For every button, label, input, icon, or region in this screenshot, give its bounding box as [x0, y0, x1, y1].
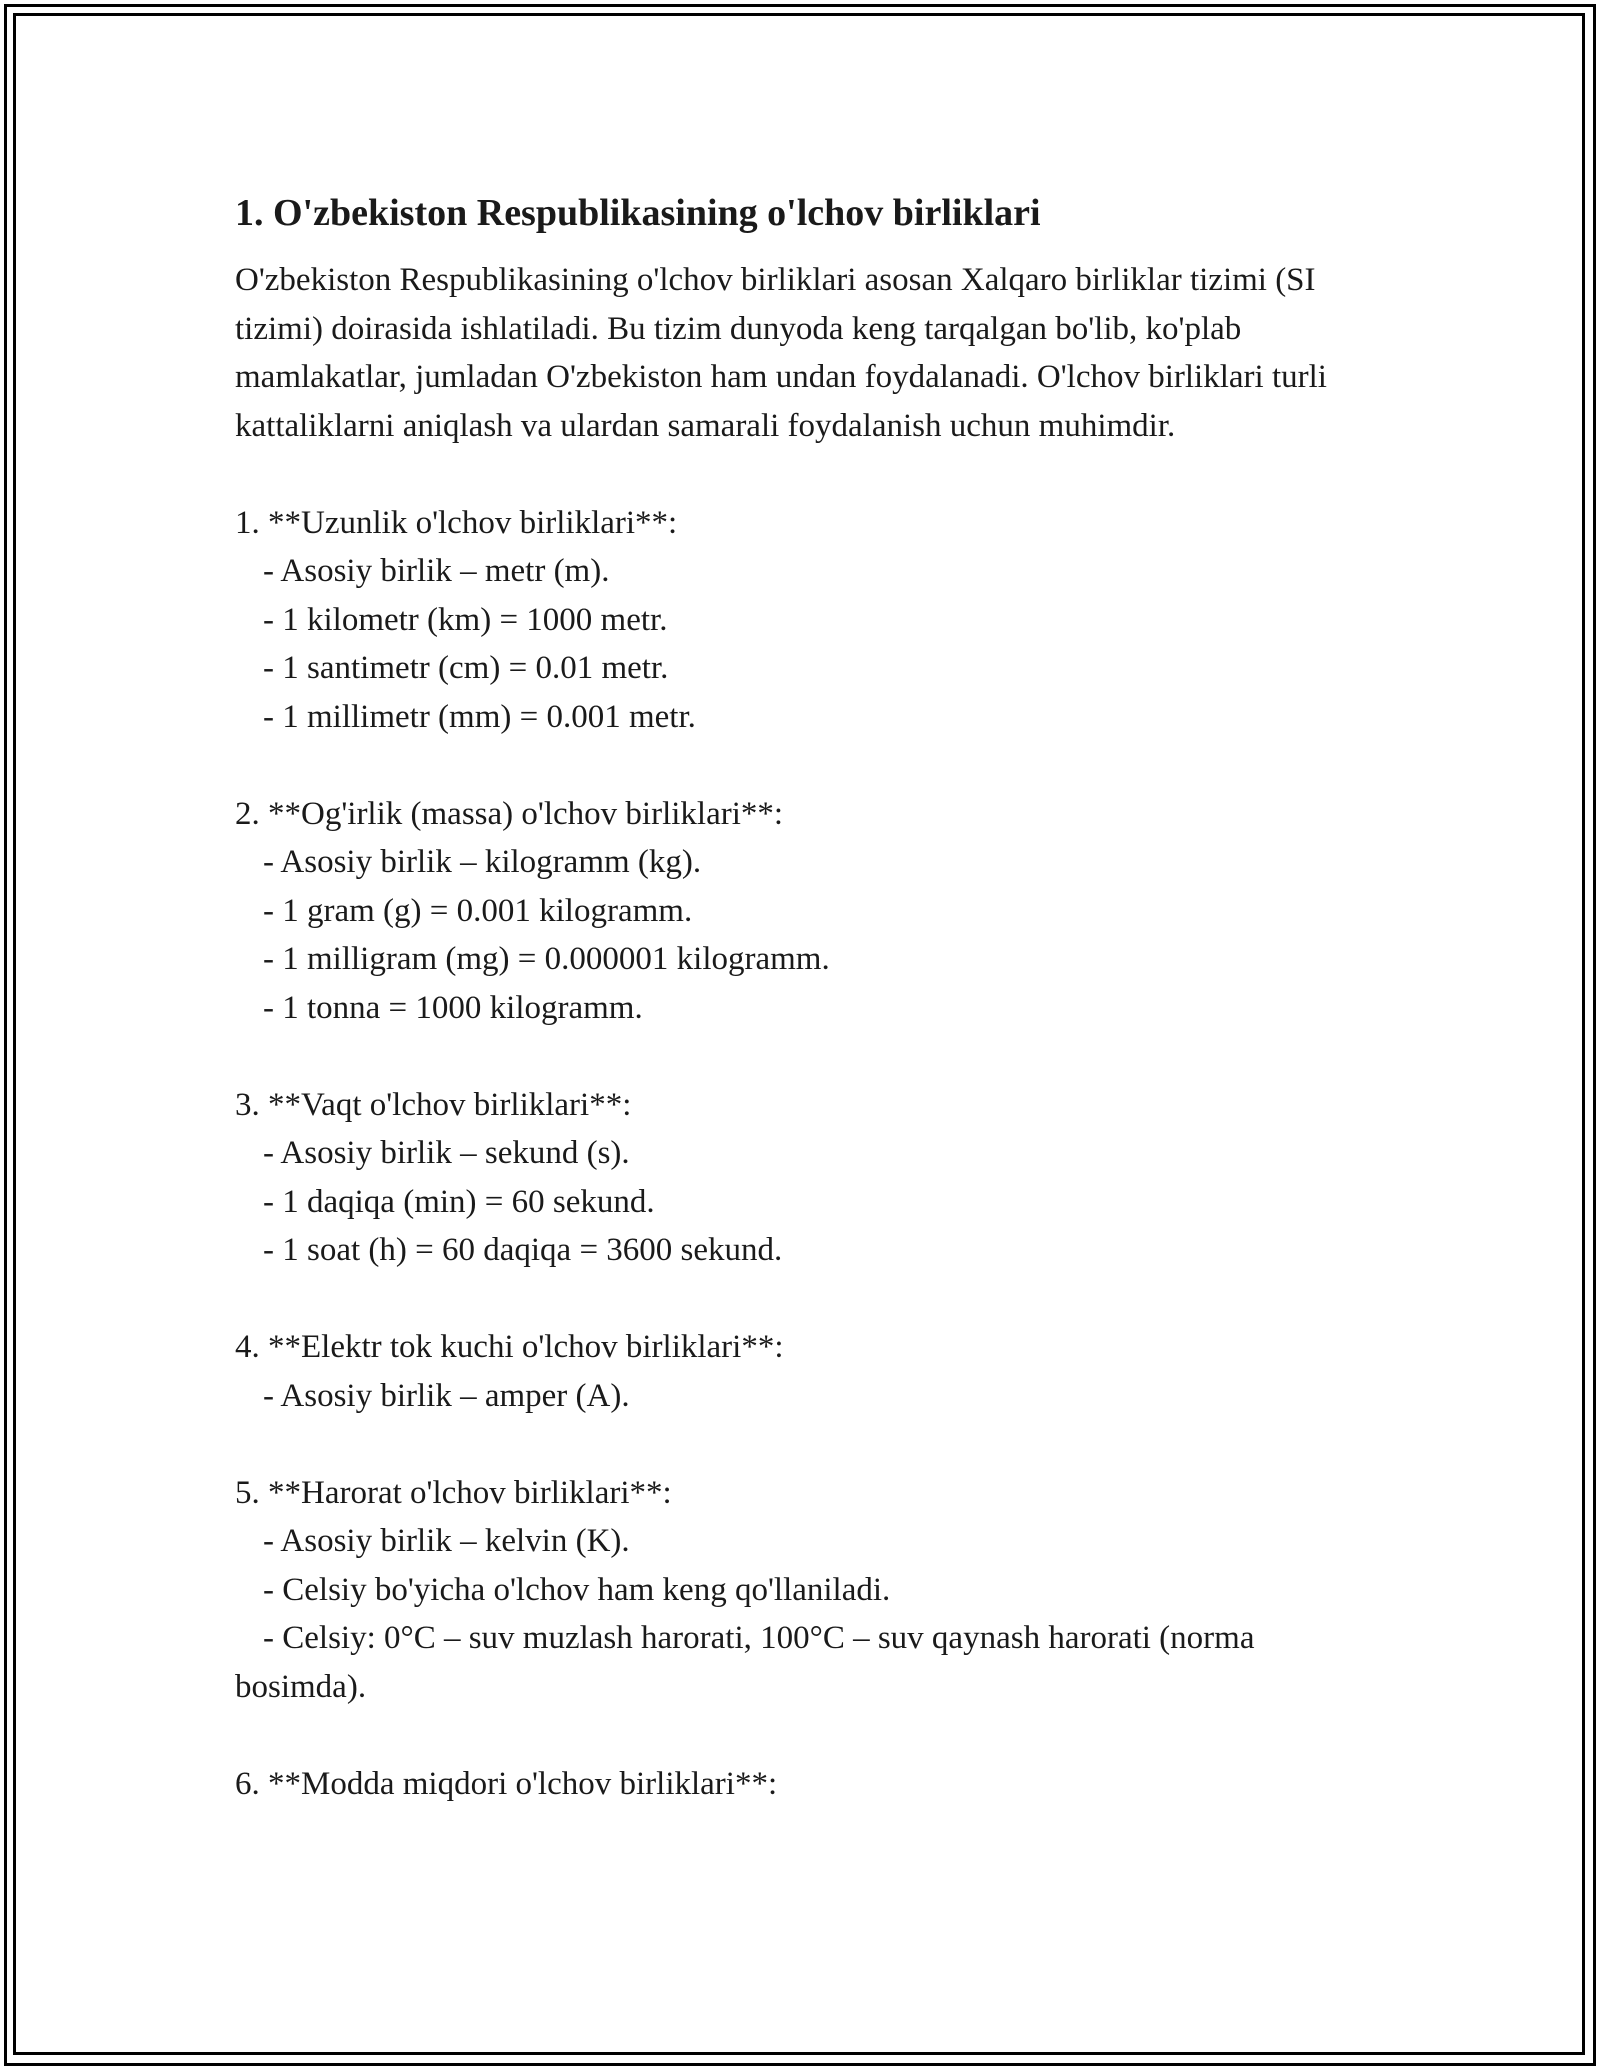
section-title: 2. **Og'irlik (massa) o'lchov birliklari**: — [235, 795, 784, 832]
section-time — [235, 1081, 1385, 1275]
list-item: - 1 santimetr (cm) = 0.01 metr. — [263, 650, 669, 686]
section-title: 4. **Elektr tok kuchi o'lchov birliklari**: — [235, 1329, 784, 1365]
list-item: - 1 millimetr (mm) = 0.001 metr. — [263, 698, 696, 735]
intro-paragraph: O'zbekiston Respublikasining o'lchov birliklari asosan Xalqaro birliklar tizimi (SI tizimi) doirasida ishlatiladi. Bu tizim dunyoda keng tarqalgan bo'lib, ko'plab mamlakatlar, jumladan O'zbekiston ham undan foydalanadi. O'lchov birliklari turli kattaliklarni aniqlash va ulardan samarali foydalanish uchun muhimdir. — [235, 262, 1327, 444]
list-item: - 1 gram (g) = 0.001 kilogramm. — [263, 892, 693, 929]
section-temperature — [235, 1469, 1385, 1712]
list-item: - Celsiy bo'yicha o'lchov ham keng qo'llaniladi. — [263, 1571, 891, 1608]
list-item: - 1 milligram (mg) = 0.000001 kilogramm. — [263, 941, 830, 977]
list-item: - 1 kilometr (km) = 1000 metr. — [263, 601, 668, 638]
section-current — [235, 1323, 1385, 1420]
list-item: - Asosiy birlik – metr (m). — [263, 553, 610, 589]
list-item: - 1 soat (h) = 60 daqiqa = 3600 sekund. — [263, 1232, 783, 1268]
list-item: - Asosiy birlik – sekund (s). — [263, 1135, 630, 1171]
list-item: - 1 tonna = 1000 kilogramm. — [263, 989, 643, 1026]
list-item: - Asosiy birlik – amper (A). — [263, 1377, 630, 1414]
document-heading: 1. O'zbekiston Respublikasining o'lchov birliklari — [235, 192, 1041, 234]
section-title: 1. **Uzunlik o'lchov birliklari**: — [235, 504, 678, 541]
section-title: 6. **Modda miqdori o'lchov birliklari**: — [235, 1765, 778, 1802]
list-item: - Asosiy birlik – kilogramm (kg). — [263, 844, 702, 880]
section-title: 3. **Vaqt o'lchov birliklari**: — [235, 1086, 632, 1123]
list-item: - Celsiy: 0°C – suv muzlash harorati, 100°C – suv qaynash harorati (norma bosimda). — [235, 1620, 1263, 1705]
list-item: - 1 daqiqa (min) = 60 sekund. — [263, 1183, 655, 1220]
section-title: 5. **Harorat o'lchov birliklari**: — [235, 1474, 672, 1511]
list-item: - Asosiy birlik – kelvin (K). — [263, 1523, 630, 1559]
section-length — [235, 499, 1385, 742]
section-amount-of-substance — [235, 1760, 1385, 1809]
section-mass — [235, 790, 1385, 1033]
document-body — [235, 188, 1385, 1808]
